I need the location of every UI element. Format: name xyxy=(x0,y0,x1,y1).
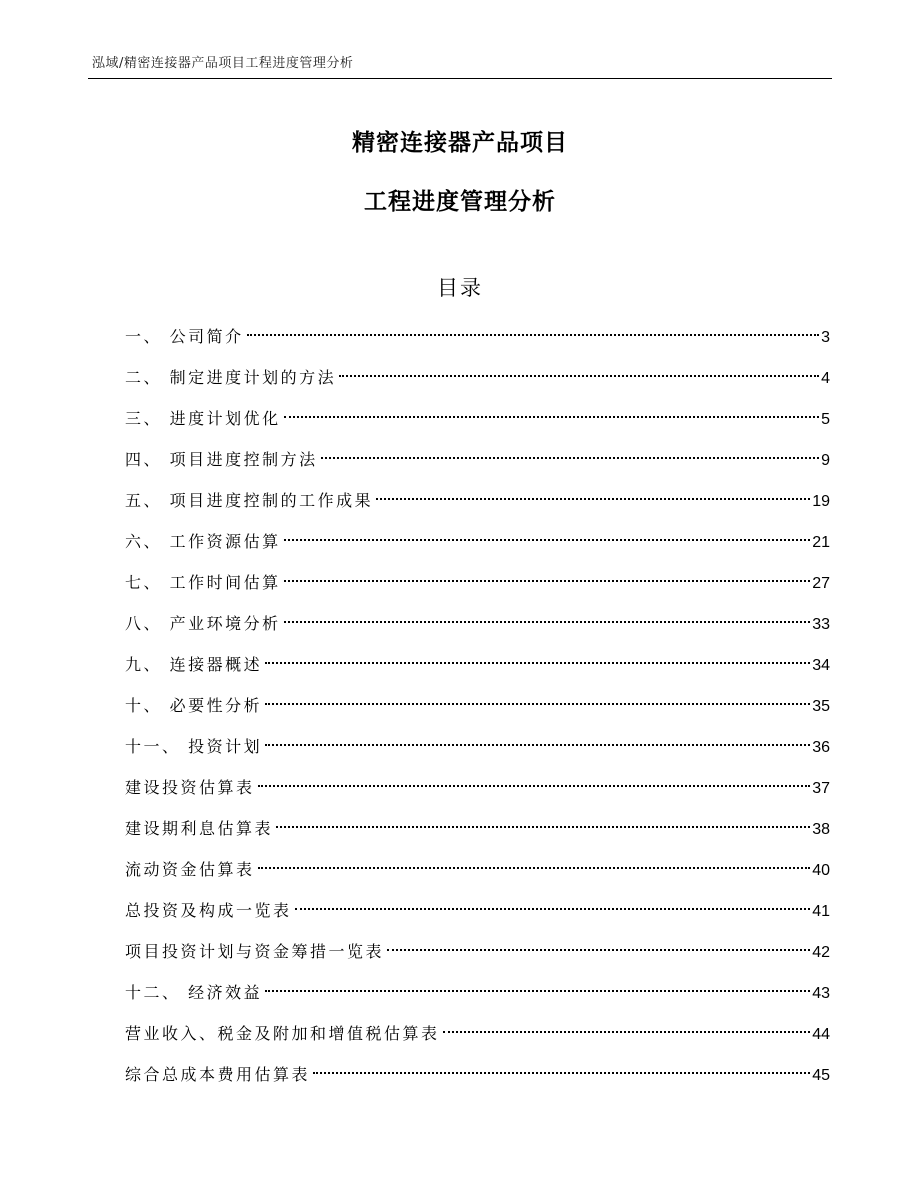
document-title-line-2: 工程进度管理分析 xyxy=(364,189,556,215)
toc-entry-label: 综合总成本费用估算表 xyxy=(125,1065,311,1084)
toc-entry[interactable] xyxy=(125,890,830,931)
toc-entry-page: 5 xyxy=(821,411,830,428)
toc-entry-page: 3 xyxy=(821,329,830,346)
running-header: 泓域/精密连接器产品项目工程进度管理分析 xyxy=(92,56,354,71)
toc-entry-page: 35 xyxy=(812,698,830,715)
toc-entry[interactable] xyxy=(125,521,830,562)
toc-entry-label: 八、 产业环境分析 xyxy=(125,614,281,633)
toc-entry[interactable] xyxy=(125,931,830,972)
toc-entry-label: 三、 进度计划优化 xyxy=(125,409,281,428)
toc-entry[interactable] xyxy=(125,398,830,439)
toc-entry-label: 九、 连接器概述 xyxy=(125,655,263,674)
toc-entry-label: 十二、 经济效益 xyxy=(125,983,263,1002)
toc-entry-label: 一、 公司简介 xyxy=(125,327,244,346)
toc-entry[interactable] xyxy=(125,849,830,890)
toc-entry[interactable] xyxy=(125,808,830,849)
toc-leader-dots xyxy=(265,662,810,664)
toc-leader-dots xyxy=(265,990,810,992)
toc-entry-page: 19 xyxy=(812,493,830,510)
toc-entry[interactable] xyxy=(125,316,830,357)
toc-entry[interactable] xyxy=(125,685,830,726)
toc-entry-page: 27 xyxy=(812,575,830,592)
toc-entry-label: 二、 制定进度计划的方法 xyxy=(125,368,337,387)
toc-entry[interactable] xyxy=(125,767,830,808)
toc-leader-dots xyxy=(276,826,810,828)
table-of-contents xyxy=(125,316,830,1095)
toc-entry-label: 营业收入、税金及附加和增值税估算表 xyxy=(125,1024,440,1043)
toc-leader-dots xyxy=(247,334,820,336)
toc-leader-dots xyxy=(313,1072,810,1074)
toc-entry[interactable] xyxy=(125,603,830,644)
toc-entry-page: 33 xyxy=(812,616,830,633)
toc-entry[interactable] xyxy=(125,1054,830,1095)
toc-entry-page: 37 xyxy=(812,780,830,797)
toc-leader-dots xyxy=(258,785,811,787)
toc-entry-page: 9 xyxy=(821,452,830,469)
toc-entry-label: 建设期利息估算表 xyxy=(125,819,274,838)
toc-leader-dots xyxy=(284,416,820,418)
toc-entry[interactable] xyxy=(125,439,830,480)
toc-leader-dots xyxy=(443,1031,811,1033)
toc-entry-label: 流动资金估算表 xyxy=(125,860,255,879)
toc-entry-label: 五、 项目进度控制的工作成果 xyxy=(125,491,374,510)
toc-entry[interactable] xyxy=(125,726,830,767)
toc-leader-dots xyxy=(284,539,811,541)
toc-entry-page: 36 xyxy=(812,739,830,756)
toc-entry-label: 项目投资计划与资金筹措一览表 xyxy=(125,942,385,961)
toc-leader-dots xyxy=(265,744,810,746)
toc-entry[interactable] xyxy=(125,357,830,398)
toc-leader-dots xyxy=(258,867,811,869)
toc-leader-dots xyxy=(339,375,819,377)
toc-entry[interactable] xyxy=(125,562,830,603)
toc-leader-dots xyxy=(321,457,820,459)
toc-entry[interactable] xyxy=(125,972,830,1013)
toc-leader-dots xyxy=(387,949,810,951)
toc-entry-label: 建设投资估算表 xyxy=(125,778,255,797)
document-title-line-1: 精密连接器产品项目 xyxy=(352,130,568,156)
toc-entry-page: 38 xyxy=(812,821,830,838)
toc-leader-dots xyxy=(284,580,811,582)
toc-heading: 目录 xyxy=(437,276,483,300)
toc-leader-dots xyxy=(376,498,810,500)
toc-leader-dots xyxy=(265,703,810,705)
toc-entry-label: 十一、 投资计划 xyxy=(125,737,263,756)
toc-entry[interactable] xyxy=(125,644,830,685)
toc-leader-dots xyxy=(295,908,811,910)
toc-entry-page: 43 xyxy=(812,985,830,1002)
toc-leader-dots xyxy=(284,621,811,623)
toc-entry-page: 42 xyxy=(812,944,830,961)
toc-entry[interactable] xyxy=(125,480,830,521)
toc-entry-label: 十、 必要性分析 xyxy=(125,696,263,715)
header-divider xyxy=(88,78,832,79)
toc-entry-label: 总投资及构成一览表 xyxy=(125,901,292,920)
toc-entry-label: 四、 项目进度控制方法 xyxy=(125,450,318,469)
toc-entry-page: 40 xyxy=(812,862,830,879)
toc-entry-page: 34 xyxy=(812,657,830,674)
toc-entry-page: 21 xyxy=(812,534,830,551)
toc-entry-page: 44 xyxy=(812,1026,830,1043)
toc-entry[interactable] xyxy=(125,1013,830,1054)
toc-entry-page: 4 xyxy=(821,370,830,387)
toc-entry-page: 45 xyxy=(812,1067,830,1084)
toc-entry-label: 六、 工作资源估算 xyxy=(125,532,281,551)
toc-entry-label: 七、 工作时间估算 xyxy=(125,573,281,592)
toc-entry-page: 41 xyxy=(812,903,830,920)
